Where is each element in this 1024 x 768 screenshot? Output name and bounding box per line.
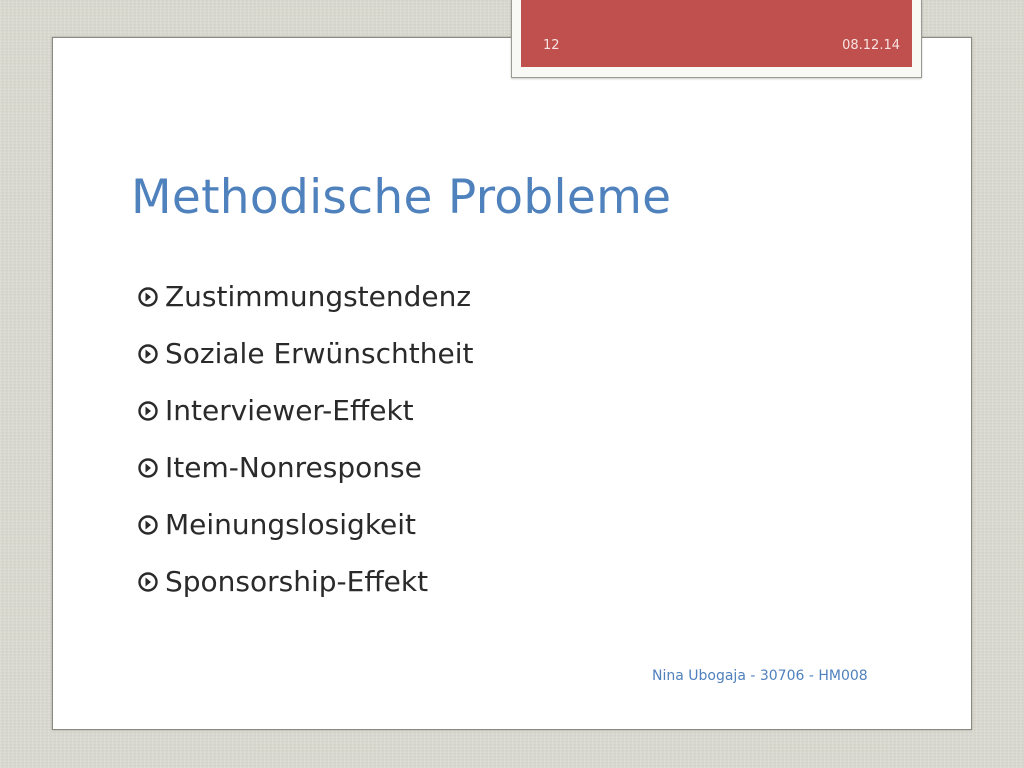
bullet-label: Soziale Erwünschtheit (165, 337, 474, 370)
bullet-label: Interviewer-Effekt (165, 394, 414, 427)
header-tab (511, 0, 922, 78)
bullet-label: Item-Nonresponse (165, 451, 422, 484)
list-item (134, 553, 473, 610)
circle-arrow-right-icon (134, 571, 162, 593)
bullet-label: Meinungslosigkeit (165, 508, 417, 541)
circle-arrow-right-icon (134, 286, 162, 308)
header-tab-band (521, 0, 912, 67)
slide-footer: Nina Ubogaja - 30706 - HM008 (652, 668, 868, 684)
list-item (134, 325, 473, 382)
bullet-list (134, 268, 473, 610)
circle-arrow-right-icon (134, 400, 162, 422)
list-item (134, 496, 473, 553)
slide-date: 08.12.14 (842, 38, 900, 53)
circle-arrow-right-icon (134, 514, 162, 536)
list-item (134, 268, 473, 325)
slide-number: 12 (543, 38, 560, 53)
list-item (134, 382, 473, 439)
slide-title: Methodische Probleme (131, 170, 672, 225)
bullet-label: Zustimmungstendenz (165, 280, 472, 313)
list-item (134, 439, 473, 496)
bullet-label: Sponsorship-Effekt (165, 565, 429, 598)
circle-arrow-right-icon (134, 343, 162, 365)
circle-arrow-right-icon (134, 457, 162, 479)
